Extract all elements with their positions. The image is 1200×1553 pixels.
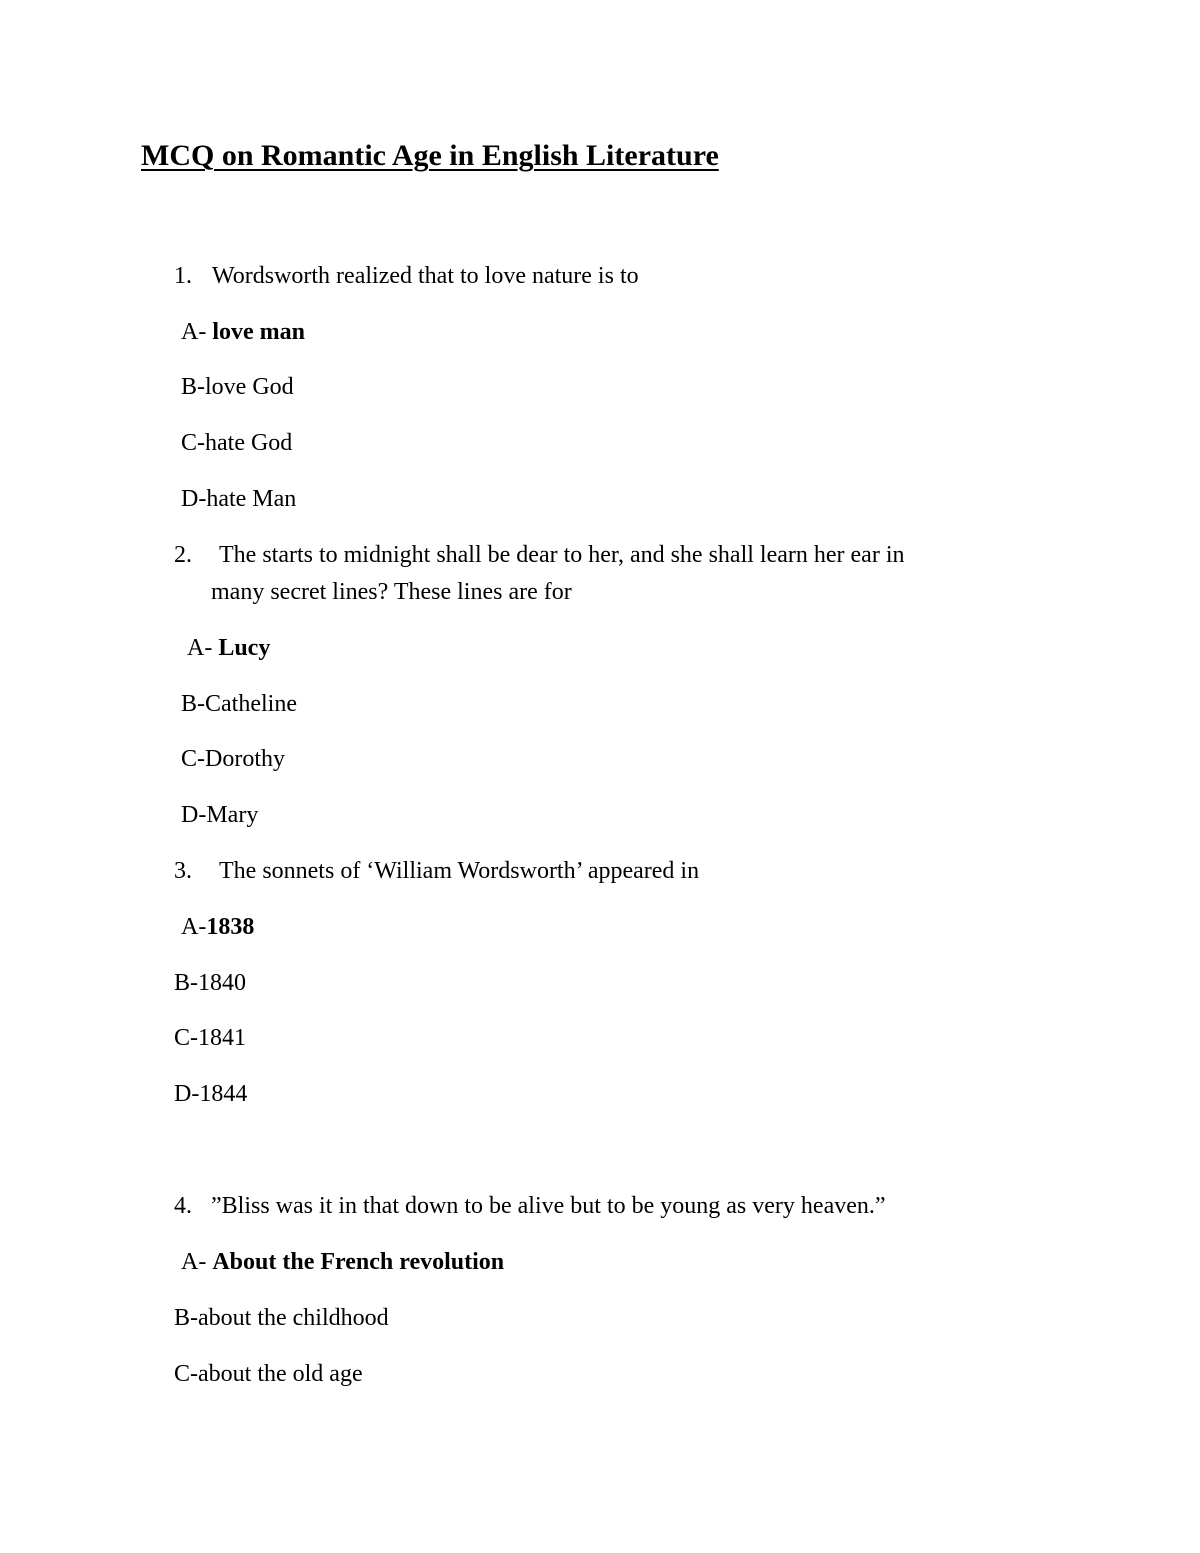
question-2-continuation xyxy=(211,574,572,611)
question-number: 2. xyxy=(174,542,192,568)
question-4-option-c xyxy=(174,1356,363,1393)
question-2-option-a xyxy=(187,630,270,667)
document-title: MCQ on Romantic Age in English Literature xyxy=(141,139,719,172)
question-3-option-c xyxy=(174,1020,246,1057)
option-label: D- xyxy=(181,486,207,512)
option-text: 1841 xyxy=(198,1025,246,1051)
question-text: The sonnets of ‘William Wordsworth’ appeared in xyxy=(219,858,700,884)
option-text: 1844 xyxy=(199,1081,248,1107)
question-1-option-a xyxy=(181,314,305,351)
option-text: Dorothy xyxy=(205,746,285,772)
option-text: Catheline xyxy=(205,691,297,717)
question-3-option-a xyxy=(181,909,254,946)
question-3-option-b xyxy=(174,965,246,1002)
question-3-option-d xyxy=(174,1076,247,1113)
option-text-correct: Lucy xyxy=(218,635,271,661)
question-text: The starts to midnight shall be dear to her, and she shall learn her ear in xyxy=(219,542,905,568)
option-text: about the old age xyxy=(198,1361,363,1387)
question-2-option-c xyxy=(181,741,285,778)
question-2 xyxy=(174,537,905,574)
option-label: C- xyxy=(174,1361,198,1387)
option-label: A- xyxy=(181,1249,213,1275)
option-label: C- xyxy=(174,1025,198,1051)
question-text: many secret lines? These lines are for xyxy=(211,579,572,605)
option-label: D- xyxy=(181,802,207,828)
question-number: 1. xyxy=(174,263,192,289)
question-1-option-d xyxy=(181,481,296,518)
option-text: Mary xyxy=(206,802,259,828)
option-text-correct: 1838 xyxy=(206,914,255,940)
question-number: 3. xyxy=(174,858,192,884)
question-3 xyxy=(174,853,699,890)
option-text: 1840 xyxy=(198,970,246,996)
option-text: love God xyxy=(205,374,294,400)
option-text: hate Man xyxy=(206,486,297,512)
option-label: B- xyxy=(174,970,198,996)
question-text: ”Bliss was it in that down to be alive but to be young as very heaven.” xyxy=(211,1193,886,1219)
option-label: B- xyxy=(181,691,205,717)
option-label: B- xyxy=(181,374,205,400)
question-text: Wordsworth realized that to love nature is to xyxy=(212,263,639,289)
question-4-option-a xyxy=(181,1244,504,1281)
option-text: about the childhood xyxy=(198,1305,389,1331)
option-text-correct: love man xyxy=(212,319,305,345)
option-label: C- xyxy=(181,430,205,456)
question-1-option-c xyxy=(181,425,292,462)
option-label: A- xyxy=(187,635,219,661)
option-label: A- xyxy=(181,914,207,940)
option-label: D- xyxy=(174,1081,200,1107)
question-4-option-b xyxy=(174,1300,389,1337)
question-1-option-b xyxy=(181,369,294,406)
option-label: A- xyxy=(181,319,213,345)
question-4 xyxy=(174,1188,886,1225)
question-2-option-d xyxy=(181,797,258,834)
option-label: B- xyxy=(174,1305,198,1331)
question-number: 4. xyxy=(174,1193,192,1219)
question-2-option-b xyxy=(181,686,297,723)
option-text-correct: About the French revolution xyxy=(212,1249,505,1275)
question-1 xyxy=(174,258,639,295)
option-text: hate God xyxy=(205,430,293,456)
option-label: C- xyxy=(181,746,205,772)
